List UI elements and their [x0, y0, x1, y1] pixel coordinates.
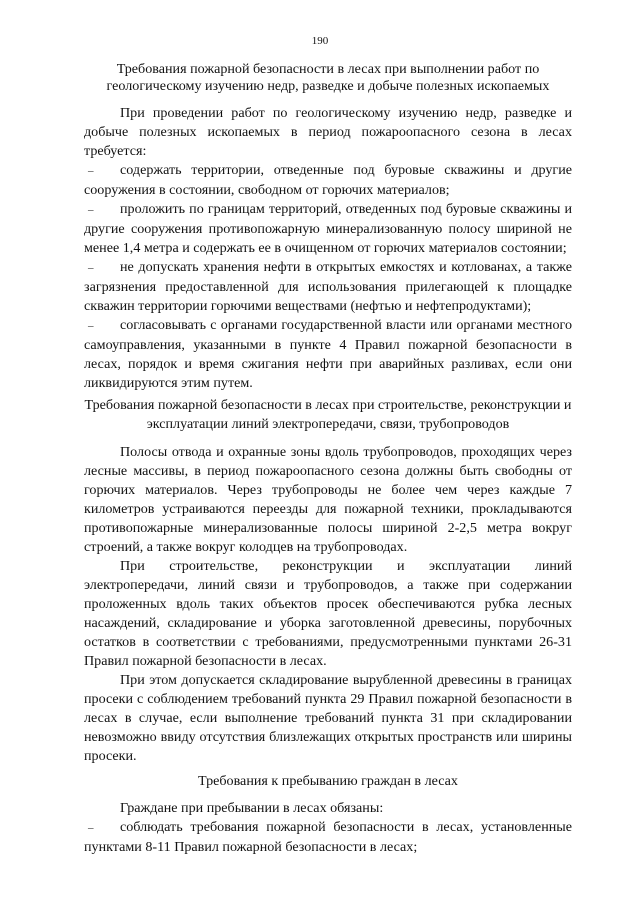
list-item [84, 316, 572, 393]
list-item-text: согласовывать с органами государственной власти или органами местного самоуправления, указанными в пункте 4 Правил пожарной безопасности в лесах, порядок и время сжигания нефти при аварийных разливах, если они ликвидируются этим путем. [84, 317, 572, 391]
page-number: 190 [311, 35, 329, 47]
dash-bullet: – [88, 165, 94, 177]
list-item-text: проложить по границам территорий, отведенных под буровые скважины и другие сооружения противопожарную минерализованную полосу шириной не менее 1,4 метра и содержать ее в очищенном от горючих материалов состоянии; [84, 201, 572, 256]
page-content [84, 61, 572, 857]
list-item [84, 161, 572, 200]
section-1-title: Требования пожарной безопасности в лесах при выполнении работ по геологическому изучению недр, разведке и добыче полезных ископаемых [106, 61, 550, 94]
section-2-paragraph: Полосы отвода и охранные зоны вдоль трубопроводов, проходящих через лесные массивы, в период пожароопасного сезона должны быть свободны от горючих материалов. Через трубопроводы не более чем через каждые 7 километров устраиваются переезды для пожарной техники, прокладываются противопожарные минерализованные полосы шириной 2-2,5 метра вокруг строений, а также вокруг колодцев на трубопроводах. [84, 444, 572, 555]
section-1-intro: При проведении работ по геологическому изучению недр, разведке и добыче полезных ископаемых в период пожароопасного сезона в лесах требуется: [84, 105, 572, 159]
section-2-paragraph: При строительстве, реконструкции и эксплуатации линий электропередачи, линий связи и трубопроводов, а также при содержании проложенных вдоль таких объектов просек обеспечиваются рубка лесных насаждений, складирование и уборка заготовленной древесины, порубочных остатков в соответствии с требованиями, предусмотренными пунктами 26-31 Правил пожарной безопасности в лесах. [84, 558, 572, 669]
list-item-text: соблюдать требования пожарной безопасности в лесах, установленные пунктами 8-11 Правил пожарной безопасности в лесах; [84, 819, 572, 855]
section-3-intro: Граждане при пребывании в лесах обязаны: [120, 800, 384, 816]
list-item [84, 818, 572, 857]
dash-bullet: – [88, 262, 94, 274]
list-item [84, 200, 572, 258]
dash-bullet: – [88, 822, 94, 834]
section-2-title: Требования пожарной безопасности в лесах при строительстве, реконструкции и эксплуатации линий электропередачи, связи, трубопроводов [84, 397, 572, 432]
dash-bullet: – [88, 204, 94, 216]
dash-bullet: – [88, 320, 94, 332]
list-item-text: содержать территории, отведенные под буровые скважины и другие сооружения в состоянии, свободном от горючих материалов; [84, 162, 572, 198]
list-item [84, 258, 572, 316]
section-3-title: Требования к пребыванию граждан в лесах [198, 773, 458, 789]
list-item-text: не допускать хранения нефти в открытых емкостях и котлованах, а также загрязнения предоставленной для использования прилегающей к площадке скважин территории горючими веществами (нефтью и нефтепродуктами); [84, 259, 572, 314]
section-2-paragraph: При этом допускается складирование вырубленной древесины в границах просеки с соблюдением требований пункта 29 Правил пожарной безопасности в лесах в случае, если выполнение требований пункта 31 при складировании невозможно ввиду отсутствия близлежащих открытых пространств или ширины просеки. [84, 672, 572, 764]
